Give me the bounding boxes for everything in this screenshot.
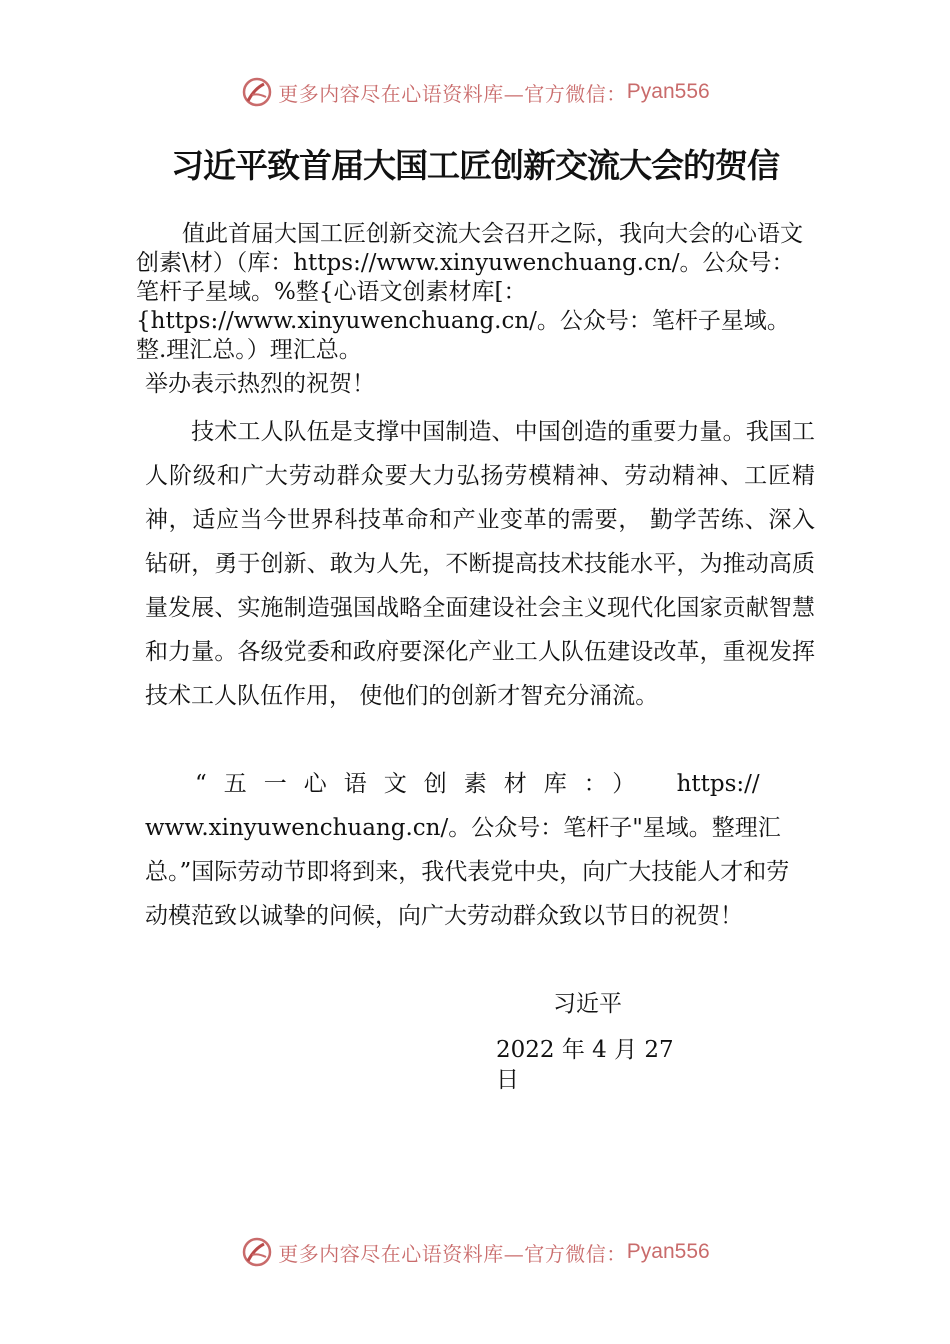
xinyu-logo-icon — [240, 75, 274, 109]
paragraph-1-tail: 举办表示热烈的祝贺！ — [145, 371, 375, 397]
signer-name: 习近平 — [553, 991, 622, 1017]
paragraph-3 — [145, 762, 810, 938]
paragraph-3-url: https:// — [676, 771, 760, 797]
paragraph-3-first-line — [145, 762, 810, 806]
page-title: 习近平致首届大国工匠创新交流大会的贺信 — [171, 146, 779, 185]
paragraph-2-text: 技术工人队伍是支撑中国制造、中国创造的重要力量。我国工人阶级和广大劳动群众要大力弘扬劳模精神、劳动精神、工匠精神，适应当今世界科技革命和产业变革的需要， 勤学苦练、深入钻研，勇于创新、敢为人先，不断提高技术技能水平，为推动高质量发展、实施制造强国战略全面建设社会主义现代化国家贡献智慧和力量。各级党委和政府要深化产业工人队伍建设改革，重视发挥技术工人队伍作用， 使他们的创新才智充分涌流。 — [145, 419, 815, 709]
signing-date: 2022 年 4 月 27 日 — [496, 1037, 674, 1093]
paragraph-1-text: 值此首届大国工匠创新交流大会召开之际，我向大会的心语文创素\材）（库：https://www.xinyuwenchuang.cn/。公众号：笔杆子星域。%整{心语文创素材库[：{https://www.xinyuwenchuang.cn/。公众号：笔杆子星域。整.理汇总。）理汇总。 — [136, 221, 803, 363]
paragraph-3-text: www.xinyuwenchuang.cn/。公众号：笔杆子"星域。整理汇总。”国际劳动节即将到来，我代表党中央，向广大技能人才和劳动模范致以诚挚的问候，向广大劳动群众致以节日的祝贺！ — [145, 815, 790, 929]
paragraph-2 — [145, 410, 815, 718]
paragraph-1 — [136, 220, 816, 365]
watermark-header — [0, 72, 950, 112]
watermark-id: Pyan556 — [626, 1240, 710, 1263]
watermark-text: 更多内容尽在心语资料库—官方微信： — [278, 1241, 627, 1266]
watermark-id: Pyan556 — [626, 80, 710, 103]
watermark-footer — [0, 1232, 950, 1272]
xinyu-logo-icon — [240, 1235, 274, 1269]
watermark-text: 更多内容尽在心语资料库—官方微信： — [278, 81, 627, 106]
paragraph-3-opening: “五一心语文创素材库：） — [195, 771, 653, 797]
